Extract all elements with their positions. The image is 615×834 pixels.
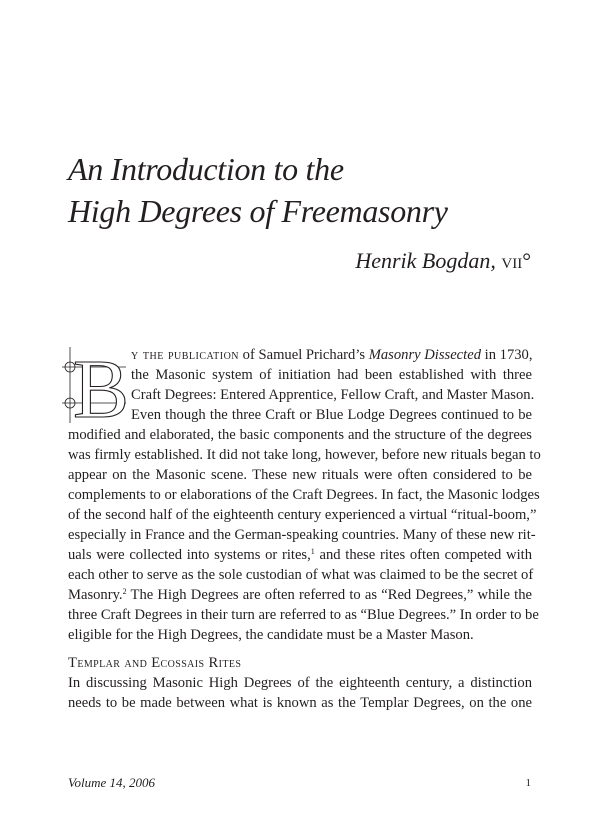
text-line: Masonry.$^2$ The High Degrees are often referred to as “Red Degrees,” while the <box>68 587 532 603</box>
article-title <box>68 148 448 232</box>
text-line: eligible for the High Degrees, the candidate must be a Master Mason. <box>68 627 474 643</box>
section-heading: Templar and Ecossais Rites <box>68 655 242 671</box>
text-line: Even though the three Craft or Blue Lodge Degrees continued to be <box>131 407 532 423</box>
text-line: y the publication of Samuel Prichard’s Masonry Dissected in 1730, <box>131 347 533 363</box>
text-line: needs to be made between what is known as the Templar Degrees, on the one <box>68 695 532 711</box>
author-byline <box>355 248 531 274</box>
title-line-1: An Introduction to the <box>68 151 344 187</box>
text-line: the Masonic system of initiation had been established with three <box>131 367 532 383</box>
intro-paragraph <box>68 345 541 645</box>
author-name: Henrik Bogdan, <box>355 248 496 273</box>
author-degree: vii° <box>501 248 531 273</box>
text-line: each other to serve as the sole custodian of what was claimed to be the secret of <box>68 567 534 583</box>
text-line: was firmly established. It did not take long, however, before new rituals began to <box>68 447 541 463</box>
text-line: complements to or elaborations of the Craft Degrees. In fact, the Masonic lodges <box>68 487 540 503</box>
title-line-2: High Degrees of Freemasonry <box>68 193 448 229</box>
dropcap-letter: B <box>73 345 130 425</box>
footnote-ref-1[interactable]: 1 <box>310 547 315 556</box>
text-line: uals were collected into systems or rites,$^1$ and these rites often competed with <box>68 547 532 563</box>
text-line: of the second half of the eighteenth century experienced a virtual “ritual-boom,” <box>68 507 537 523</box>
text-line: three Craft Degrees in their turn are referred to as “Blue Degrees.” In order to be <box>68 607 539 623</box>
text-line: In discussing Masonic High Degrees of the eighteenth century, a distinction <box>68 675 532 691</box>
text-line: modified and elaborated, the basic components and the structure of the degrees <box>68 427 532 443</box>
footnote-ref-2[interactable]: 2 <box>122 587 127 596</box>
footer-volume: Volume 14, 2006 <box>68 775 156 790</box>
page-number: 1 <box>525 777 531 789</box>
text-line: appear on the Masonic scene. These new rituals were often considered to be <box>68 467 532 483</box>
section-paragraph <box>68 673 532 713</box>
text-line: especially in France and the German-speaking countries. Many of these new rit- <box>68 527 536 543</box>
text-line: Craft Degrees: Entered Apprentice, Fellow Craft, and Master Mason. <box>131 387 535 403</box>
